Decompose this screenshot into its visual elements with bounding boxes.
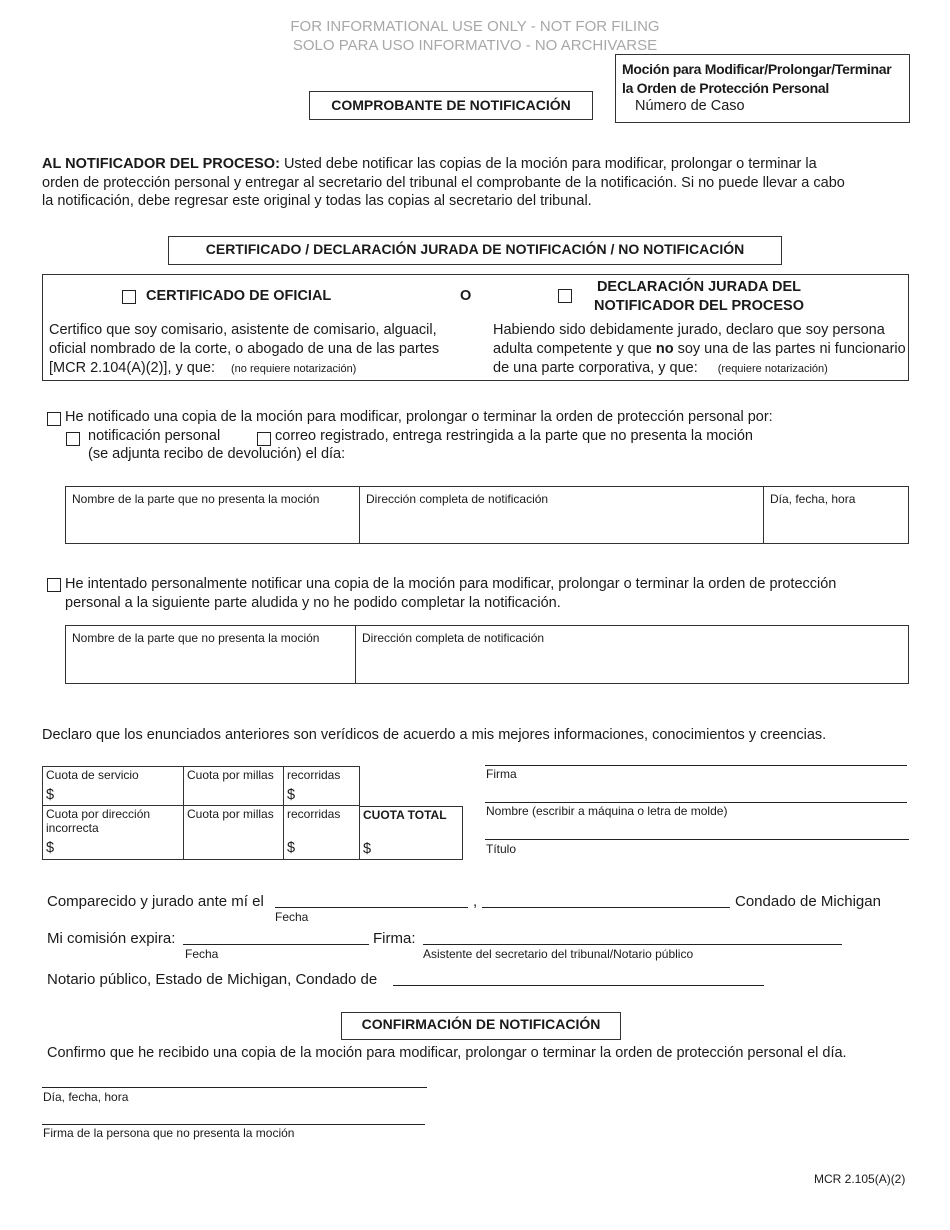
intro-paragraph xyxy=(42,155,922,211)
intro-bold-lead: AL NOTIFICADOR DEL PROCESO: xyxy=(42,156,280,172)
server-line-1: Habiendo sido debidamente jurado, declaro que soy persona xyxy=(493,322,885,338)
intro-line-1: Usted debe notificar las copias de la moción para modificar, prolongar o terminar la xyxy=(279,156,817,172)
personal-service-checkbox[interactable] xyxy=(66,432,80,446)
commission-expires-label: Mi comisión expira: xyxy=(47,930,176,947)
intro-line-2: orden de protección personal y entregar al secretario del tribunal el comprobante de la notificación. Si no puede llevar a cabo xyxy=(42,174,845,191)
declaration-text: Declaro que los enunciados anteriores son verídicos de acuerdo a mis mejores informaciones, conocimientos y creencias. xyxy=(42,727,827,743)
total-fee-cell[interactable] xyxy=(360,806,463,860)
officer-line-3: [MCR 2.104(A)(2)], y que: xyxy=(49,360,215,376)
total-fee-label: CUOTA TOTAL xyxy=(363,808,447,822)
watermark-line-2: SOLO PARA USO INFORMATIVO - NO ARCHIVARSE xyxy=(292,37,658,54)
attempted-address-cell[interactable] xyxy=(356,626,908,683)
certificate-section-title: CERTIFICADO / DECLARACIÓN JURADA DE NOTIFICACIÓN / NO NOTIFICACIÓN xyxy=(168,236,782,265)
attempted-line-2: personal a la siguiente parte aludida y no he podido completar la notificación. xyxy=(65,594,561,611)
server-affidavit-text xyxy=(493,321,906,379)
service-fee-dollar: $ xyxy=(46,787,55,803)
server-line-2b: no xyxy=(655,341,674,357)
county-michigan-label: Condado de Michigan xyxy=(735,893,881,910)
officer-line-2: oficial nombrado de la corte, o abogado de una de las partes xyxy=(49,341,440,357)
acknowledgment-title: CONFIRMACIÓN DE NOTIFICACIÓN xyxy=(341,1012,621,1040)
served-col-address: Dirección completa de notificación xyxy=(366,492,549,506)
served-line-3: (se adjunta recibo de devolución) el día: xyxy=(88,446,346,462)
subscribed-comma: , xyxy=(473,893,478,910)
served-checkbox[interactable] xyxy=(47,412,61,426)
notary-signature-label: Firma: xyxy=(373,930,416,947)
registered-mail-label: correo registrado, entrega restringida a la parte que no presenta la moción xyxy=(275,428,753,444)
certificate-options-box xyxy=(42,274,909,381)
registered-mail-checkbox[interactable] xyxy=(257,432,271,446)
served-col-name: Nombre de la parte que no presenta la moción xyxy=(72,492,320,506)
subscribed-date-line[interactable] xyxy=(275,907,468,908)
miles-traveled-2-label: recorridas xyxy=(287,807,341,821)
officer-certificate-text xyxy=(49,321,439,379)
total-fee-dollar: $ xyxy=(363,841,372,857)
server-affidavit-checkbox[interactable] xyxy=(558,289,572,303)
served-line-1: He notificado una copia de la moción para modificar, prolongar o terminar la orden de protección personal por: xyxy=(65,409,773,425)
intro-line-3: la notificación, debe regresar este original y todas las copias al secretario del tribunal. xyxy=(42,193,592,209)
mileage-fee-cell[interactable] xyxy=(183,766,283,806)
footer-rule-code: MCR 2.105(A)(2) xyxy=(814,1172,906,1186)
subscribed-label: Comparecido y jurado ante mí el xyxy=(47,893,264,910)
officer-line-1: Certifico que soy comisario, asistente de comisario, alguacil, xyxy=(49,322,437,338)
subscribed-date-label: Fecha xyxy=(275,910,309,924)
watermark-line-1: FOR INFORMATIONAL USE ONLY - NOT FOR FILING xyxy=(290,18,660,35)
officer-certificate-heading: CERTIFICADO DE OFICIAL xyxy=(146,288,332,304)
signature-label: Firma xyxy=(486,767,517,781)
incorrect-address-label-2: incorrecta xyxy=(46,821,99,835)
miles-traveled-2-cell[interactable] xyxy=(283,806,360,860)
miles-traveled-2-dollar: $ xyxy=(287,840,296,856)
service-fee-label: Cuota de servicio xyxy=(46,768,139,782)
service-fee-cell[interactable] xyxy=(42,766,183,806)
name-label: Nombre (escribir a máquina o letra de molde) xyxy=(486,804,728,818)
mileage-fee-label: Cuota por millas xyxy=(187,768,274,782)
incorrect-address-label-1: Cuota por dirección xyxy=(46,807,151,821)
or-separator: O xyxy=(460,288,472,304)
incorrect-address-dollar: $ xyxy=(46,840,55,856)
officer-certificate-checkbox[interactable] xyxy=(122,290,136,304)
served-date-cell[interactable] xyxy=(764,487,908,543)
deputy-clerk-label: Asistente del secretario del tribunal/Notario público xyxy=(423,947,694,961)
ack-signature-line[interactable] xyxy=(42,1124,425,1125)
incorrect-address-fee-cell[interactable] xyxy=(42,806,183,860)
case-title-line-2: la Orden de Protección Personal xyxy=(622,80,829,96)
miles-traveled-dollar: $ xyxy=(287,787,296,803)
notary-county-line[interactable] xyxy=(393,985,764,986)
title-label: Título xyxy=(486,842,517,856)
case-title-line-1: Moción para Modificar/Prolongar/Terminar xyxy=(622,61,892,77)
server-affidavit-heading xyxy=(579,278,819,316)
server-heading-line-2: NOTIFICADOR DEL PROCESO xyxy=(594,298,804,314)
signature-line[interactable] xyxy=(485,765,907,766)
served-col-date: Día, fecha, hora xyxy=(770,492,856,506)
server-heading-line-1: DECLARACIÓN JURADA DEL xyxy=(596,279,802,295)
acknowledgment-text: Confirmo que he recibido una copia de la moción para modificar, prolongar o terminar la orden de protección personal el día. xyxy=(47,1045,847,1061)
attempted-line-1: He intentado personalmente notificar una copia de la moción para modificar, prolongar o terminar la orden de protección xyxy=(65,576,837,592)
fees-table xyxy=(42,766,464,862)
county-line[interactable] xyxy=(482,907,730,908)
notary-county-label: Notario público, Estado de Michigan, Condado de xyxy=(47,971,378,988)
officer-note: (no requiere notarización) xyxy=(231,363,357,375)
server-line-2a: adulta competente y que xyxy=(493,341,656,357)
server-line-3: de una parte corporativa, y que: xyxy=(493,360,698,376)
case-number-label: Número de Caso xyxy=(635,98,745,114)
name-line[interactable] xyxy=(485,802,907,803)
ack-signature-label: Firma de la persona que no presenta la moción xyxy=(43,1126,295,1140)
miles-traveled-label: recorridas xyxy=(287,768,341,782)
commission-date-label: Fecha xyxy=(185,947,219,961)
attempted-col-name: Nombre de la parte que no presenta la moción xyxy=(72,631,320,645)
attempted-text xyxy=(65,575,836,612)
ack-date-line[interactable] xyxy=(42,1087,427,1088)
mileage-fee-2-cell[interactable] xyxy=(183,806,283,860)
attempted-name-cell[interactable] xyxy=(66,626,356,683)
attempted-table xyxy=(65,625,909,684)
title-line[interactable] xyxy=(485,839,909,840)
proof-of-service-title: COMPROBANTE DE NOTIFICACIÓN xyxy=(309,91,593,120)
miles-traveled-cell[interactable] xyxy=(283,766,360,806)
served-address-cell[interactable] xyxy=(360,487,764,543)
server-line-2c: soy una de las partes ni funcionario xyxy=(673,341,906,357)
personal-service-label: notificación personal xyxy=(88,428,221,444)
case-info-box xyxy=(615,54,910,123)
ack-date-label: Día, fecha, hora xyxy=(43,1090,129,1104)
served-table xyxy=(65,486,909,544)
attempted-checkbox[interactable] xyxy=(47,578,61,592)
notary-signature-line[interactable] xyxy=(423,944,842,945)
mileage-fee-2-label: Cuota por millas xyxy=(187,807,274,821)
commission-date-line[interactable] xyxy=(183,944,369,945)
attempted-col-address: Dirección completa de notificación xyxy=(362,631,545,645)
served-name-cell[interactable] xyxy=(66,487,360,543)
server-note: (requiere notarización) xyxy=(717,363,828,375)
